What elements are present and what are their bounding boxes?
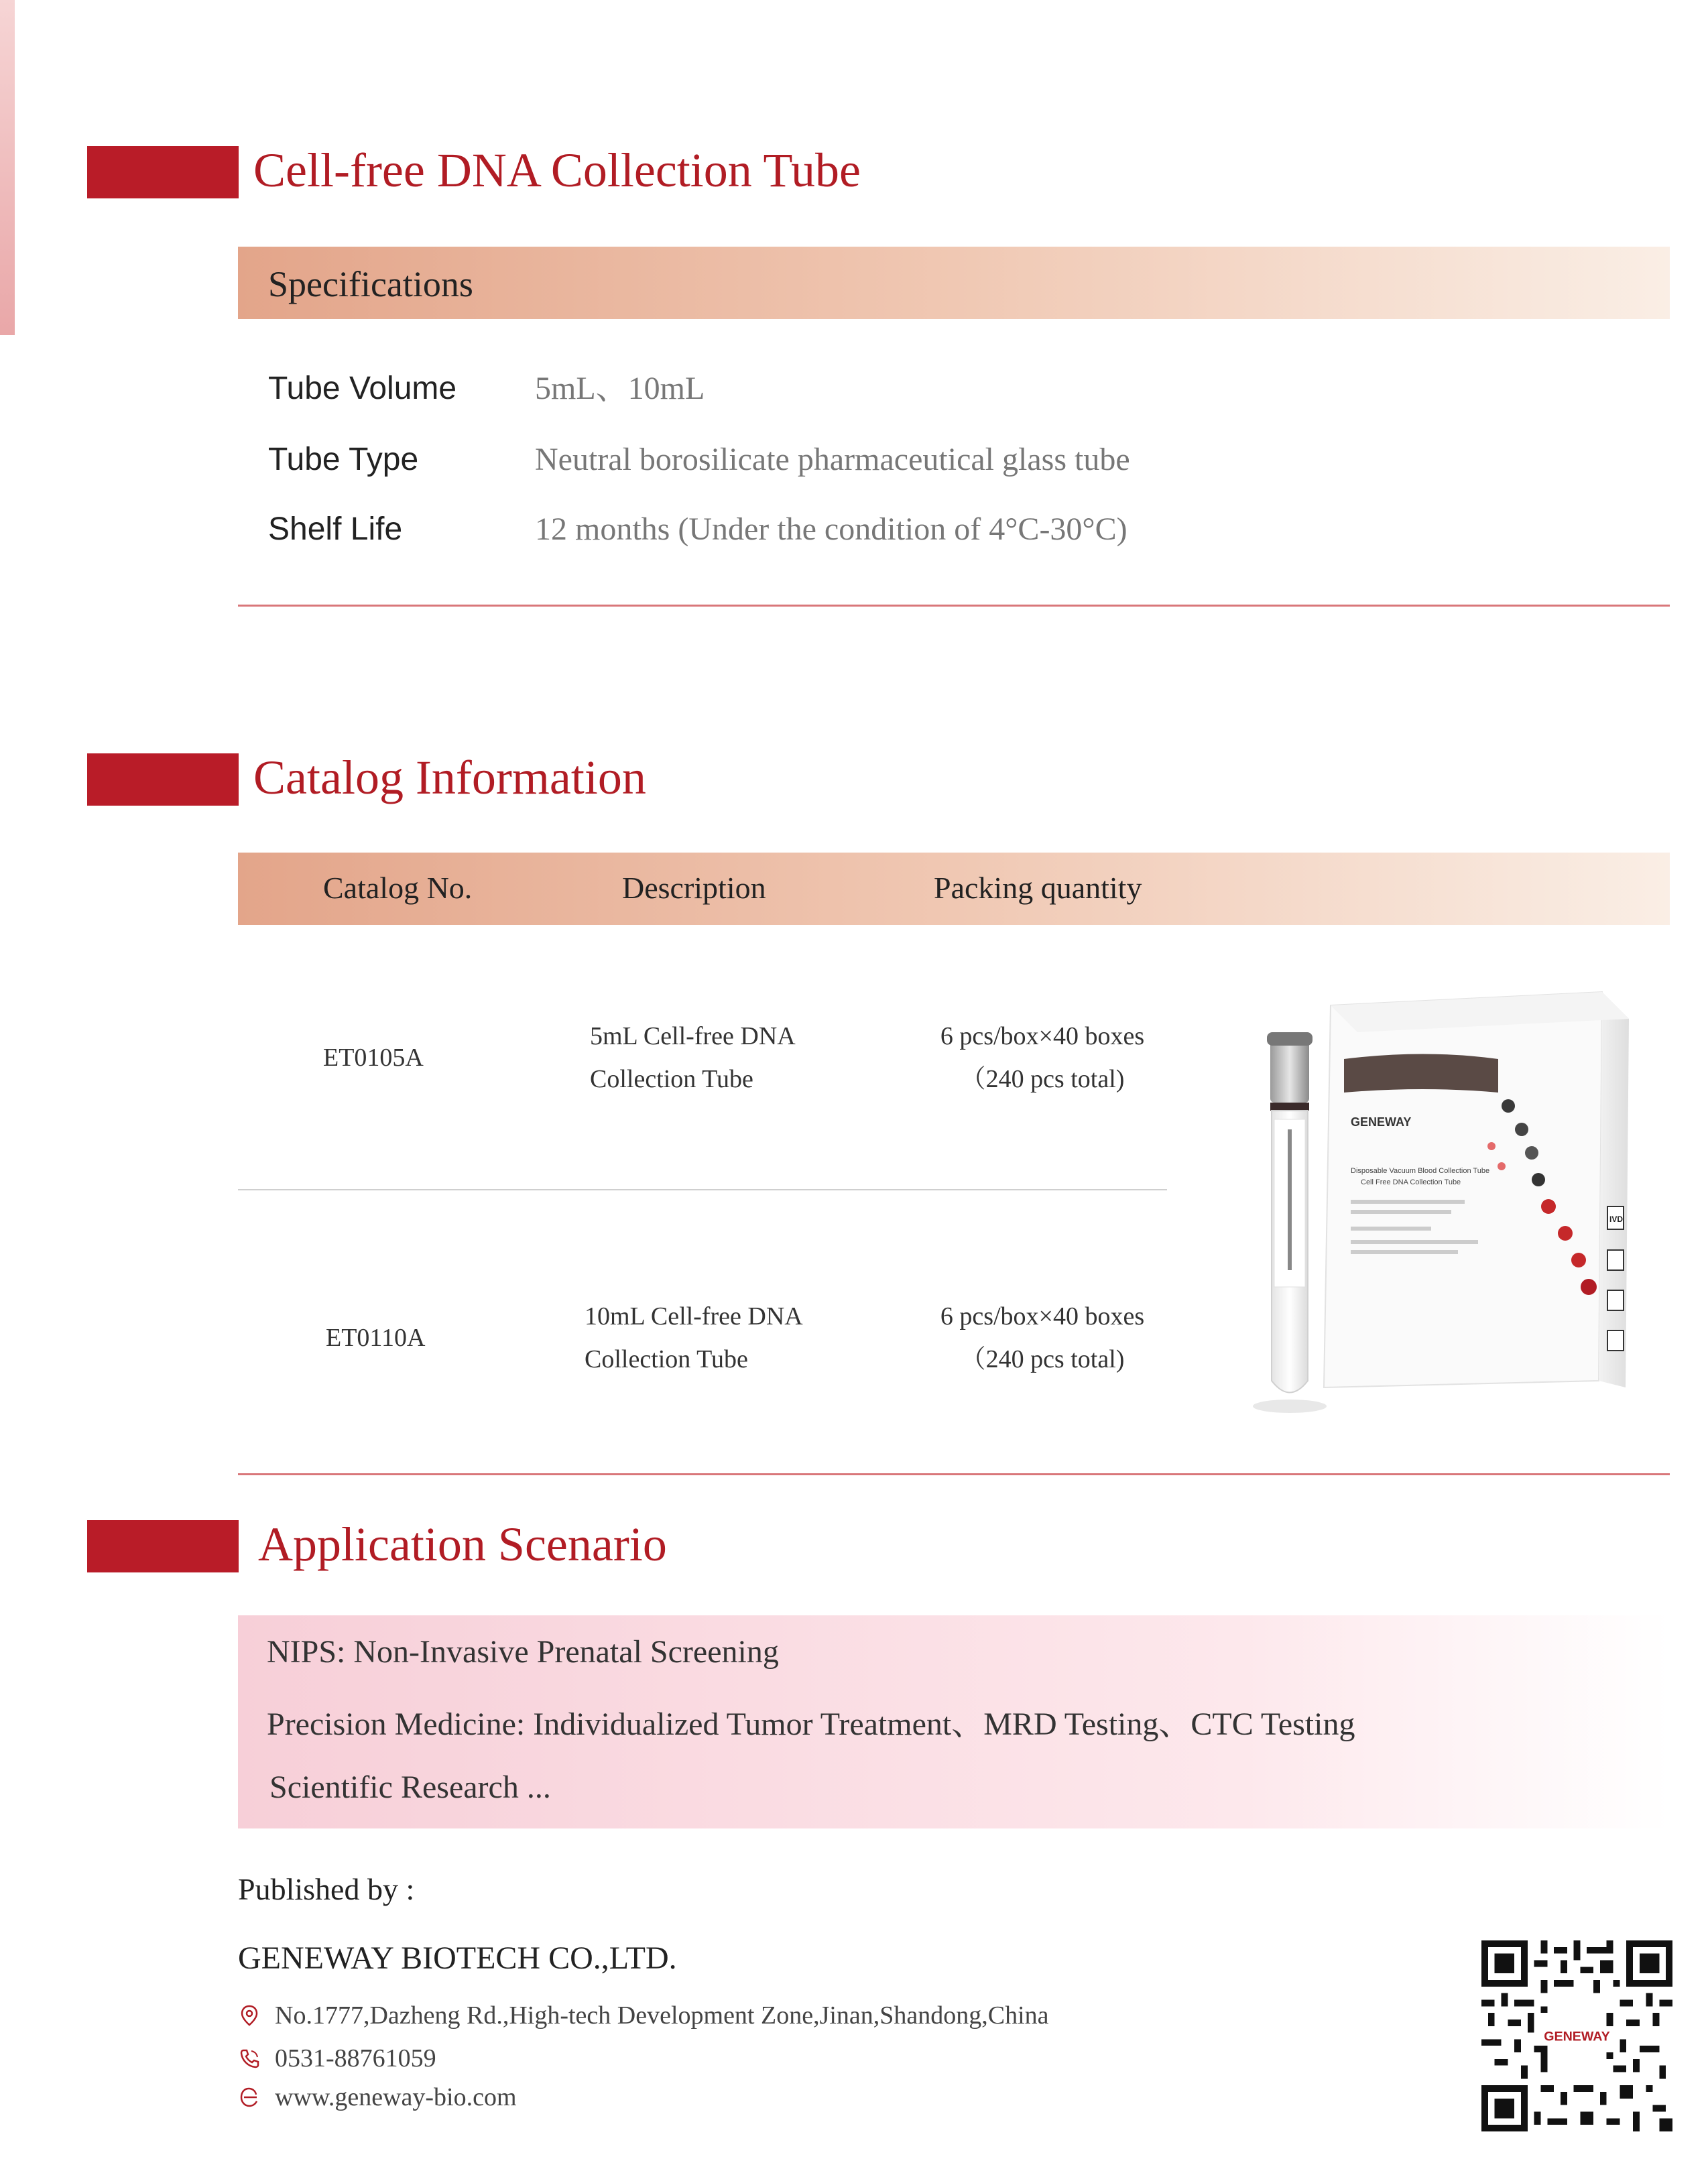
description-cell: 5mL Cell-free DNA: [590, 1022, 796, 1050]
divider: [238, 605, 1670, 607]
section-bar: [87, 1520, 239, 1572]
edge-decoration: [0, 0, 15, 335]
application-item-research: Scientific Research ...: [269, 1770, 551, 1805]
description-cell: Collection Tube: [590, 1065, 753, 1093]
catalog-title: Catalog Information: [253, 751, 646, 804]
spec-label-type: Tube Type: [268, 442, 419, 477]
qr-code: [1481, 1940, 1672, 2131]
description-cell: 10mL Cell-free DNA: [585, 1302, 803, 1330]
phone-text: 0531-88761059: [275, 2044, 436, 2072]
packing-cell: （240 pcs total): [960, 1345, 1125, 1373]
section-bar: [87, 146, 239, 198]
description-cell: Collection Tube: [585, 1345, 748, 1373]
packing-cell: 6 pcs/box×40 boxes: [940, 1022, 1145, 1050]
product-image: [1250, 985, 1652, 1428]
box-label-line1: Disposable Vacuum Blood Collection Tube: [1351, 1167, 1490, 1175]
website-link[interactable]: www.geneway-bio.com: [275, 2083, 517, 2111]
header-catalog-no: Catalog No.: [323, 871, 473, 905]
phone-icon: [238, 2047, 261, 2070]
spec-value-volume: 5mL、10mL: [535, 371, 705, 406]
product-title: Cell-free DNA Collection Tube: [253, 143, 861, 197]
application-item-precision: Precision Medicine: Individualized Tumor Treatment、MRD Testing、CTC Testing: [267, 1706, 1355, 1742]
packing-cell: 6 pcs/box×40 boxes: [940, 1302, 1145, 1330]
header-description: Description: [622, 871, 766, 905]
published-by-label: Published by :: [238, 1872, 415, 1906]
spec-value-type: Neutral borosilicate pharmaceutical glass tube: [535, 442, 1130, 477]
qr-logo-text: GENEWAY: [1544, 2029, 1610, 2044]
divider: [238, 1473, 1670, 1475]
row-separator: [238, 1189, 1167, 1190]
web-icon: [238, 2086, 261, 2109]
catalog-no-cell: ET0110A: [326, 1324, 426, 1352]
header-packing: Packing quantity: [934, 871, 1142, 905]
spec-label-shelf-life: Shelf Life: [268, 511, 403, 547]
location-icon: [238, 2004, 261, 2027]
specifications-heading: Specifications: [268, 264, 473, 304]
box-brand: GENEWAY: [1351, 1115, 1412, 1129]
company-name: GENEWAY BIOTECH CO.,LTD.: [238, 1940, 677, 1976]
spec-label-volume: Tube Volume: [268, 371, 457, 406]
box-label-line2: Cell Free DNA Collection Tube: [1361, 1178, 1461, 1186]
catalog-no-cell: ET0105A: [323, 1044, 424, 1072]
section-bar: [87, 753, 239, 806]
ivd-label: IVD: [1609, 1215, 1624, 1224]
spec-value-shelf-life: 12 months (Under the condition of 4°C-30°C): [535, 511, 1127, 547]
address-text: No.1777,Dazheng Rd.,High-tech Development Zone,Jinan,Shandong,China: [275, 2001, 1049, 2030]
packing-cell: （240 pcs total): [960, 1065, 1125, 1093]
application-item-nips: NIPS: Non-Invasive Prenatal Screening: [267, 1634, 779, 1670]
application-title: Application Scenario: [258, 1517, 667, 1571]
